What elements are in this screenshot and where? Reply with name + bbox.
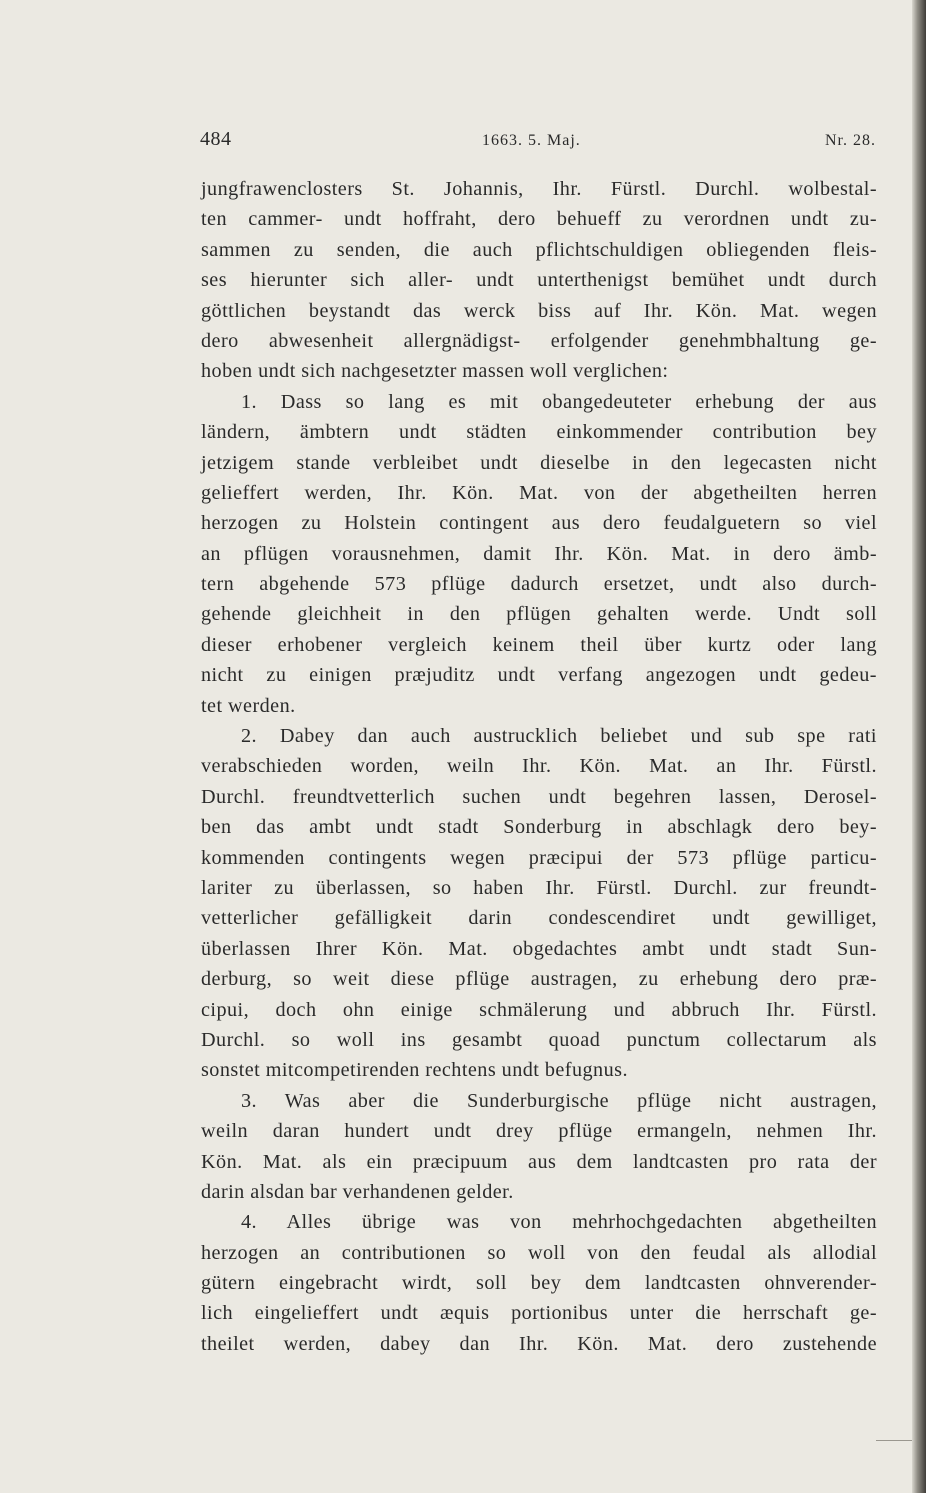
text-line: tet werden.: [201, 694, 296, 717]
text-line: sammen zu senden, die auch pflichtschuldigen obliegenden fleis-: [201, 238, 877, 261]
text-line: lariter zu überlassen, so haben Ihr. Fürstl. Durchl. zur freundt-: [201, 876, 877, 899]
text-line: kommenden contingents wegen præcipui der 573 pflüge particu-: [201, 846, 877, 869]
text-line: sonstet mitcompetirenden rechtens undt befugnus.: [201, 1059, 628, 1082]
text-line: ten cammer- undt hoffraht, dero behueff zu verordnen undt zu-: [201, 208, 877, 231]
header-date: 1663. 5. Maj.: [482, 132, 581, 149]
text-line: ben das ambt undt stadt Sonderburg in abschlagk dero bey-: [201, 816, 877, 839]
page-edge-shadow: [912, 0, 926, 1493]
text-line: Durchl. so woll ins gesambt quoad punctum collectarum als: [201, 1028, 877, 1051]
text-line: theilet werden, dabey dan Ihr. Kön. Mat. dero zustehende: [201, 1332, 877, 1355]
text-line: überlassen Ihrer Kön. Mat. obgedachtes ambt undt stadt Sun-: [201, 937, 877, 960]
text-line: dero abwesenheit allergnädigst- erfolgender genehmbhaltung ge-: [201, 329, 877, 352]
text-line: vetterlicher gefälligkeit darin condescendiret undt gewilliget,: [201, 907, 877, 930]
page-header: [200, 128, 876, 158]
text-line: 4. Alles übrige was von mehrhochgedachten abgetheilten: [241, 1211, 877, 1234]
text-line: herzogen an contributionen so woll von den feudal als allodial: [201, 1241, 877, 1264]
text-line: jetzigem stande verbleibet undt dieselbe in den legecasten nicht: [201, 451, 877, 474]
text-line: weiln daran hundert undt drey pflüge ermangeln, nehmen Ihr.: [201, 1120, 877, 1143]
text-line: tern abgehende 573 pflüge dadurch ersetzet, undt also durch-: [201, 573, 877, 596]
text-line: verabschieden worden, weiln Ihr. Kön. Mat. an Ihr. Fürstl.: [201, 755, 877, 778]
page-number: 484: [200, 128, 232, 150]
text-line: göttlichen beystandt das werck biss auf Ihr. Kön. Mat. wegen: [201, 299, 877, 322]
text-line: 2. Dabey dan auch austrucklich beliebet und sub spe rati: [241, 725, 877, 748]
text-line: 3. Was aber die Sunderburgische pflüge nicht austragen,: [241, 1089, 877, 1112]
text-line: nicht zu einigen præjuditz undt verfang angezogen undt gedeu-: [201, 664, 877, 687]
body-text: [201, 174, 877, 1359]
page-edge-mark: [876, 1440, 912, 1441]
text-line: gehende gleichheit in den pflügen gehalten werde. Undt soll: [201, 603, 877, 626]
text-line: Kön. Mat. als ein præcipuum aus dem landtcasten pro rata der: [201, 1150, 877, 1173]
text-line: jungfrawenclosters St. Johannis, Ihr. Fürstl. Durchl. wolbestal-: [201, 178, 877, 200]
text-line: dieser erhobener vergleich keinem theil über kurtz oder lang: [201, 633, 877, 656]
text-line: 1. Dass so lang es mit obangedeuteter erhebung der aus: [241, 390, 877, 413]
text-line: ländern, ämbtern undt städten einkommender contribution bey: [201, 421, 877, 444]
text-line: herzogen zu Holstein contingent aus dero feudalguetern so viel: [201, 512, 877, 535]
text-line: ses hierunter sich aller- undt unterthenigst bemühet undt durch: [201, 269, 877, 292]
text-line: derburg, so weit diese pflüge austragen, zu erhebung dero præ-: [201, 968, 877, 991]
text-line: gütern eingebracht wirdt, soll bey dem landtcasten ohnverender-: [201, 1272, 877, 1295]
text-line: cipui, doch ohn einige schmälerung und abbruch Ihr. Fürstl.: [201, 998, 877, 1021]
text-line: hoben undt sich nachgesetzter massen woll verglichen:: [201, 360, 669, 383]
text-line: Durchl. freundtvetterlich suchen undt begehren lassen, Derosel-: [201, 785, 877, 808]
text-line: lich eingelieffert undt æquis portionibus unter die herrschaft ge-: [201, 1302, 877, 1325]
text-line: an pflügen vorausnehmen, damit Ihr. Kön. Mat. in dero ämb-: [201, 542, 877, 565]
text-line: gelieffert werden, Ihr. Kön. Mat. von der abgetheilten herren: [201, 481, 877, 504]
document-number: Nr. 28.: [825, 132, 876, 149]
text-line: darin alsdan bar verhandenen gelder.: [201, 1180, 514, 1203]
